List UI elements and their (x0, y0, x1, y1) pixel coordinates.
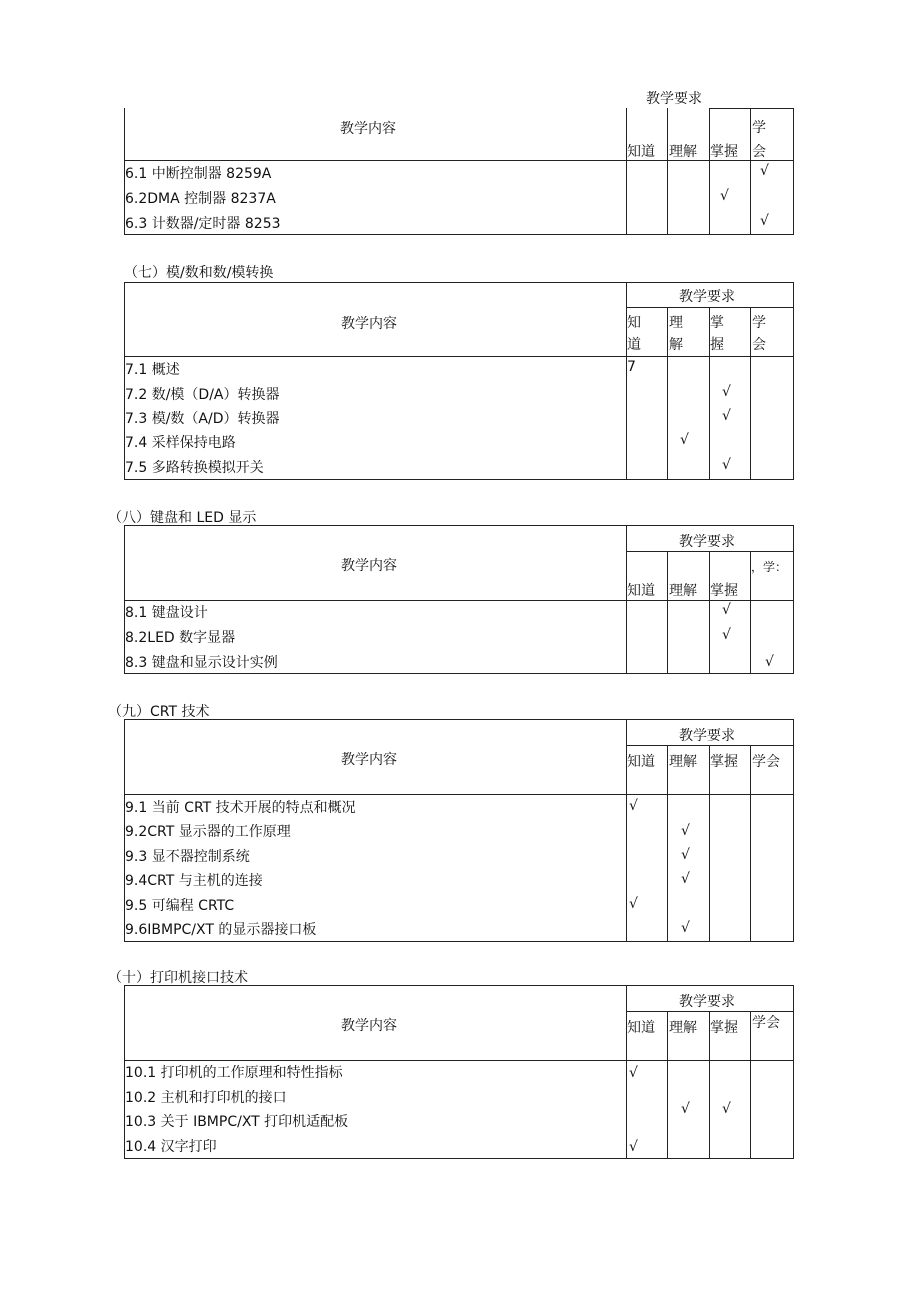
table9-level-know: 知道 (627, 754, 655, 770)
table6-check: √ (760, 213, 769, 229)
table8-check: √ (765, 654, 774, 670)
table9-check: √ (681, 823, 690, 839)
table10-level-master: 掌握 (710, 1020, 738, 1036)
table8-level-master: 掌握 (710, 583, 738, 599)
table7-check: √ (722, 408, 731, 424)
table10-level-learn: 学会 (752, 1015, 780, 1031)
table7-row-3: 7.3 模/数（A/D）转换器 (125, 411, 280, 427)
table10-check: √ (722, 1101, 731, 1117)
table10 (124, 985, 794, 1159)
table7-content-header: 教学内容 (341, 316, 397, 332)
table8-row-1: 8.1 键盘设计 (125, 605, 208, 621)
table9-row-1: 9.1 当前 CRT 技术开展的特点和概况 (125, 800, 356, 816)
table8-level-learn: ，学： (751, 560, 788, 574)
table6-level-know: 知道 (627, 144, 655, 160)
section8-title: （八）键盘和 LED 显示 (108, 510, 257, 526)
table7 (124, 282, 794, 480)
table7-level-know: 知 道 (627, 315, 641, 353)
table8-row-2: 8.2LED 数字显器 (125, 630, 236, 646)
table10-row-2: 10.2 主机和打印机的接口 (125, 1090, 287, 1106)
table7-check: √ (722, 457, 731, 473)
table7-check: √ (722, 384, 731, 400)
table8 (124, 525, 794, 674)
table9-check: √ (629, 798, 638, 814)
table6-level-learn: 学 会 (752, 120, 766, 160)
table7-row-4: 7.4 采样保持电路 (125, 435, 236, 451)
table8-level-know: 知道 (627, 583, 655, 599)
table6-level-master: 掌握 (710, 144, 738, 160)
table9 (124, 719, 794, 942)
table8-requirement-header: 教学要求 (679, 534, 735, 550)
table10-row-3: 10.3 关于 IBMPC/XT 打印机适配板 (125, 1114, 349, 1130)
table6-check: √ (760, 163, 769, 179)
table9-check: √ (681, 871, 690, 887)
section9-title: （九）CRT 技术 (108, 704, 210, 720)
table10-content-header: 教学内容 (341, 1018, 397, 1034)
table7-row-2: 7.2 数/模（D/A）转换器 (125, 387, 280, 403)
table9-level-master: 掌握 (710, 754, 738, 770)
table9-check: √ (681, 920, 690, 936)
table6-level-understand: 理解 (669, 144, 697, 160)
table10-level-understand: 理解 (669, 1020, 697, 1036)
table9-row-5: 9.5 可编程 CRTC (125, 898, 235, 914)
table9-content-header: 教学内容 (341, 752, 397, 768)
table10-level-know: 知道 (627, 1020, 655, 1036)
table9-level-learn: 学会 (752, 754, 780, 770)
table7-level-understand: 理 解 (669, 315, 683, 353)
table9-row-4: 9.4CRT 与主机的连接 (125, 873, 263, 889)
section10-title: （十）打印机接口技术 (108, 970, 248, 986)
table7-level-learn: 学 会 (752, 315, 766, 353)
table9-row-3: 9.3 显不器控制系统 (125, 849, 250, 865)
table10-requirement-header: 教学要求 (679, 994, 735, 1010)
table9-check: √ (681, 847, 690, 863)
table8-level-understand: 理解 (669, 583, 697, 599)
table6 (124, 108, 794, 235)
table8-check: √ (722, 627, 731, 643)
table9-requirement-header: 教学要求 (679, 728, 735, 744)
table9-row-6: 9.6IBMPC/XT 的显示器接口板 (125, 922, 317, 938)
table6-requirement-header: 教学要求 (646, 91, 702, 107)
table10-check: √ (681, 1101, 690, 1117)
table7-row-1: 7.1 概述 (125, 362, 180, 378)
table7-requirement-header: 教学要求 (679, 289, 735, 305)
table10-check: √ (629, 1065, 638, 1081)
table7-row-5: 7.5 多路转换模拟开关 (125, 460, 264, 476)
table8-check: √ (722, 602, 731, 618)
table10-row-4: 10.4 汉字打印 (125, 1139, 217, 1155)
table6-row-1: 6.1 中断控制器 8259A (125, 166, 272, 182)
table9-check: √ (629, 896, 638, 912)
table6-content-header: 教学内容 (340, 121, 396, 137)
table7-check: √ (680, 432, 689, 448)
table8-row-3: 8.3 键盘和显示设计实例 (125, 655, 278, 671)
table6-row-3: 6.3 计数器/定时器 8253 (125, 216, 281, 232)
table6-row-2: 6.2DMA 控制器 8237A (125, 191, 276, 207)
section7-title: （七）模/数和数/模转换 (124, 265, 274, 281)
table10-check: √ (629, 1139, 638, 1155)
table9-level-understand: 理解 (669, 754, 697, 770)
table9-row-2: 9.2CRT 显示器的工作原理 (125, 824, 291, 840)
table8-content-header: 教学内容 (341, 558, 397, 574)
table10-row-1: 10.1 打印机的工作原理和特性指标 (125, 1065, 343, 1081)
table7-mark: 7 (627, 359, 636, 375)
table6-check: √ (720, 188, 729, 204)
table7-level-master: 掌 握 (710, 315, 724, 353)
